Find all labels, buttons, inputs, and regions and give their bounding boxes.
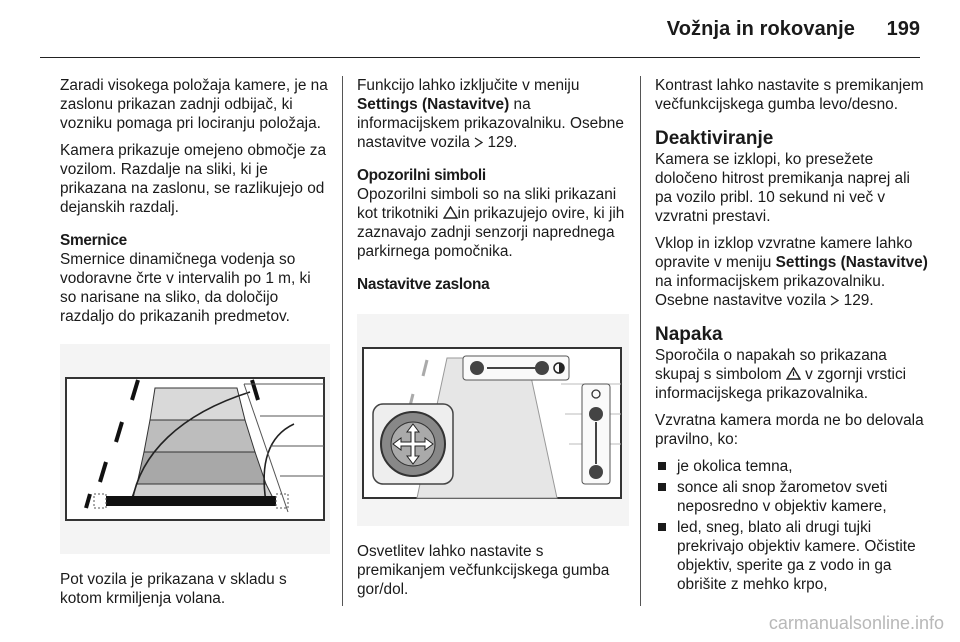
warnings-section <box>357 166 629 261</box>
text: Funkcijo lahko izključite v meniju <box>357 77 580 94</box>
paragraph: Zaradi visokega položaja kamere, je na zaslonu prikazan zadnji odbijač, ki vozniku pomaga pri lociranju položaja. <box>60 77 328 132</box>
section-heading: Deaktiviranje <box>655 128 774 149</box>
paragraph: Smernice dinamičnega vodenja so vodoravne črte v intervalih po 1 m, ki so narisane na sliko, da določijo razdaljo do prikazanih predmetov. <box>60 251 311 325</box>
paragraph: Pot vozila je prikazana v skladu s kotom krmiljenja volana. <box>60 571 287 607</box>
paragraph: Kontrast lahko nastavite s premikanjem večfunkcijskega gumba levo/desno. <box>655 77 924 113</box>
menu-name: Settings (Nastavitve) <box>775 254 928 271</box>
camera-guidelines-illustration <box>60 344 330 554</box>
page-reference: 129. <box>487 134 518 151</box>
menu-name: Settings (Nastavitve) <box>357 96 510 113</box>
text: Sporočila o napakah so prikazana skupaj s simbolom <box>655 347 887 383</box>
chapter-title: Vožnja in rokovanje <box>666 18 855 40</box>
column-divider <box>640 76 641 606</box>
list-item: led, sneg, blato ali drugi tujki prekrivajo objektiv kamere. Očistite objektiv, sperite ga z vodo in ga obrišite z mehko krpo, <box>655 518 930 594</box>
camera-guidelines-figure <box>60 344 330 554</box>
page-header <box>0 0 960 58</box>
text: v zgornji vrstici informacijskega prikazovalnika. <box>655 366 907 402</box>
warning-triangle-icon <box>786 367 801 380</box>
guidelines-section <box>60 231 330 326</box>
paragraph <box>655 234 930 310</box>
column-right <box>655 76 930 596</box>
paragraph <box>357 76 629 152</box>
text: na informacijskem prikazovalniku. Osebne nastavitve vozila <box>357 96 624 151</box>
paragraph: Kamera se izklopi, ko presežete določeno hitrost premikanja naprej ali pa vozilo pribl. 10 sekund ni več v vzvratni prestavi. <box>655 151 910 225</box>
text: Vklop in izklop vzvratne kamere lahko opravite v meniju <box>655 235 913 271</box>
section-heading: Opozorilni simboli <box>357 167 486 184</box>
watermark: carmanualsonline.info <box>768 613 944 633</box>
page-number: 199 <box>886 18 920 40</box>
display-settings-figure <box>357 314 629 526</box>
list-item: sonce ali snop žarometov sveti neposredno v objektiv kamere, <box>655 478 930 516</box>
warning-triangle-icon <box>443 206 458 219</box>
section-heading: Smernice <box>60 232 127 249</box>
text: Opozorilni simboli so na sliki prikazani kot trikotniki <box>357 186 617 222</box>
text: na informacijskem prikazovalniku. Osebne nastavitve vozila <box>655 273 886 309</box>
page-reference-icon <box>474 137 483 148</box>
text: in prikazujejo ovire, ki jih zaznavajo zadnji senzorji naprednega parkirnega pomočnika. <box>357 205 625 260</box>
section-heading: Nastavitve zaslona <box>357 276 490 293</box>
paragraph: Kamera prikazuje omejeno območje za vozilom. Razdalje na sliki, ki je prikazana na zaslonu, se razlikujejo od dejanskih razdalj. <box>60 142 327 216</box>
header-rule <box>40 57 920 58</box>
paragraph: Osvetlitev lahko nastavite s premikanjem večfunkcijskega gumba gor/dol. <box>357 543 610 598</box>
column-middle <box>357 76 629 607</box>
column-left <box>60 76 330 616</box>
section-heading: Napaka <box>655 324 723 345</box>
display-settings-illustration <box>357 314 629 526</box>
section-heading-display <box>357 275 629 294</box>
paragraph <box>655 346 930 403</box>
page-reference: 129. <box>843 292 874 309</box>
column-divider <box>342 76 343 606</box>
bullet-list <box>655 457 930 594</box>
paragraph: Vzvratna kamera morda ne bo delovala pravilno, ko: <box>655 412 924 448</box>
list-item: je okolica temna, <box>655 457 930 476</box>
page-reference-icon <box>830 295 839 306</box>
